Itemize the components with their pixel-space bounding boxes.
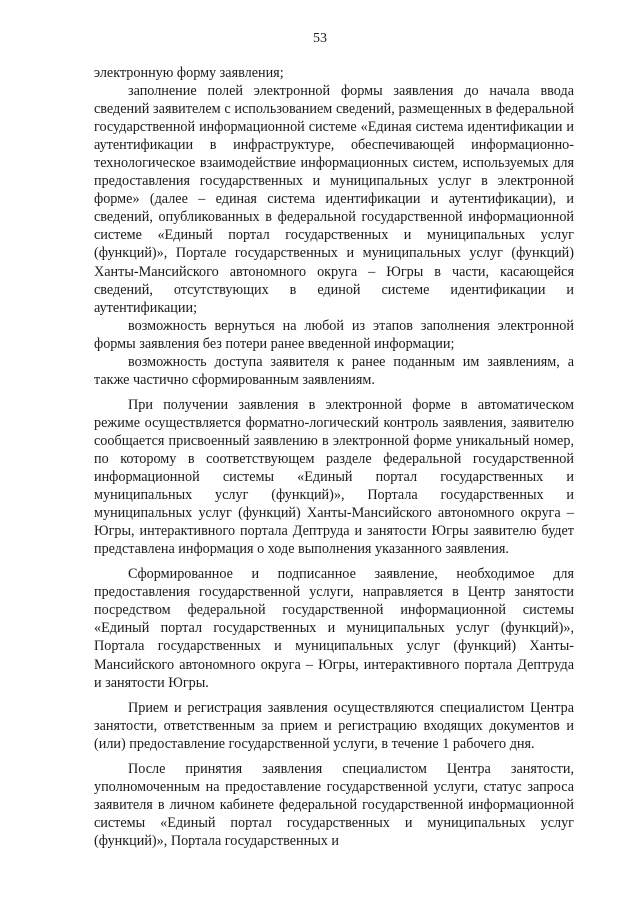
paragraph-registration: Прием и регистрация заявления осуществляются специалистом Центра занятости, ответственным за прием и регистрацию входящих документов и (или) предоставление государственной услуги, в течение 1 рабочего дня. xyxy=(94,699,574,752)
paragraph-form-line: электронную форму заявления; xyxy=(94,65,284,81)
paragraph-autofill: заполнение полей электронной формы заявления до начала ввода сведений заявителем с использованием сведений, размещенных в федеральной государственной информационной системе «Единая система идентификации и аутентификации в инфраструктуре, обеспечивающей информационно-технологическое взаимодействие информационных систем, используемых для предоставления государственных и муниципальных услуг в электронной форме» (далее – единая система идентификации и аутентификации), и сведений, опубликованных в федеральной государственной информационной системе «Единый портал государственных и муниципальных услуг (функций)», Портале государственных и муниципальных услуг (функций) Ханты-Мансийского автономного округа – Югры в части, касающейся сведений, отсутствующих в единой системе идентификации и аутентификации; xyxy=(94,83,574,316)
paragraph-submission: Сформированное и подписанное заявление, необходимое для предоставления государственной услуги, направляется в Центр занятости посредством федеральной государственной информационной системы «Единый портал государственных и муниципальных услуг (функций)», Портала государственных и муниципальных услуг (функций) Ханты-Мансийского автономного округа – Югры, интерактивного портала Дептруда и занятости Югры. xyxy=(94,566,574,691)
page-number: 53 xyxy=(313,31,327,46)
paragraph-return-step: возможность вернуться на любой из этапов заполнения электронной формы заявления без потери ранее введенной информации; xyxy=(94,317,574,352)
paragraph-after-acceptance: После принятия заявления специалистом Центра занятости, уполномоченным на предоставление государственной услуги, статус запроса заявителя в личном кабинете федеральной государственной информационной системы «Единый портал государственных и муниципальных услуг (функций)», Портала государственных и xyxy=(94,760,574,849)
document-body xyxy=(94,64,574,850)
paragraph-format-control: При получении заявления в электронной форме в автоматическом режиме осуществляется форматно-логический контроль заявления, заявителю сообщается присвоенный заявлению в электронной форме уникальный номер, по которому в соответствующем разделе федеральной государственной информационной системы «Единый портал государственных и муниципальных услуг (функций)», Портала государственных и муниципальных услуг (функций) Ханты-Мансийского автономного округа – Югры, интерактивного портала Дептруда и занятости Югры заявителю будет представлена информация о ходе выполнения указанного заявления. xyxy=(94,396,574,558)
paragraph-access-previous: возможность доступа заявителя к ранее поданным им заявлениям, а также частично сформированным заявлениям. xyxy=(94,353,574,388)
